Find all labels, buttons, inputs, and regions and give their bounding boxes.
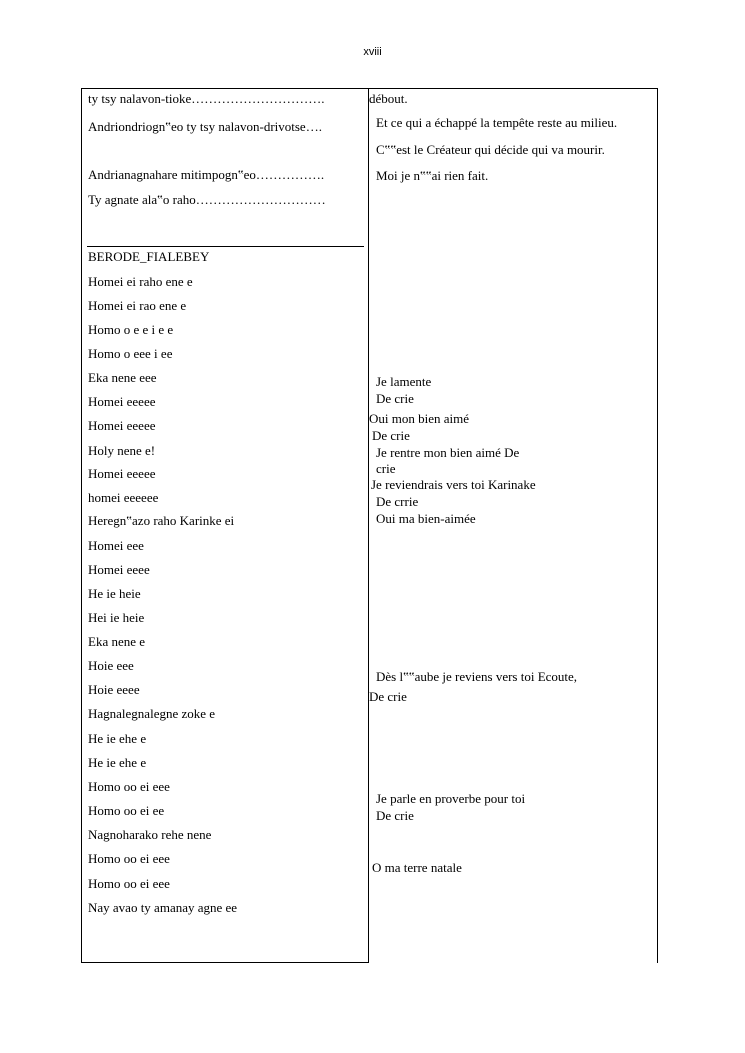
- song-line: He ie ehe e: [88, 731, 147, 746]
- song-line: He ie ehe e: [88, 755, 147, 770]
- page-number: xviii: [363, 46, 382, 58]
- song-line: Hagnalegnalegne zoke e: [88, 706, 216, 721]
- song-line: homei eeeeee: [88, 490, 159, 505]
- left-top-line: ty tsy nalavon-tioke………………………….: [88, 91, 325, 106]
- song-line: Homei eeeee: [88, 418, 156, 433]
- translation-line: O ma terre natale: [372, 860, 462, 875]
- song-line: Hei ie heie: [88, 610, 145, 625]
- song-line: Hoie eeee: [88, 682, 140, 697]
- right-top-line: C‟‟est le Créateur qui décide qui va mourir.: [376, 142, 605, 157]
- song-line: Homo oo ei eee: [88, 851, 170, 866]
- song-line: Heregn‟azo raho Karinke ei: [88, 513, 235, 528]
- song-line: Homei ei rao ene e: [88, 298, 187, 313]
- left-top-line: Ty agnate ala‟o raho…………………………: [88, 192, 326, 207]
- song-line: Nagnoharako rehe nene: [88, 827, 212, 842]
- song-line: Homei eee: [88, 538, 144, 553]
- song-line: Homo o e e i e e: [88, 322, 174, 337]
- song-line: Homei eeeee: [88, 394, 156, 409]
- song-line: Nay avao ty amanay agne ee: [88, 900, 238, 915]
- left-top-line: Andrianagnahare mitimpogn‟eo…………….: [88, 167, 325, 182]
- translation-line: crie: [376, 461, 396, 476]
- translation-line: Oui ma bien-aimée: [376, 511, 476, 526]
- song-line: Hoie eee: [88, 658, 134, 673]
- translation-line: De crie: [372, 428, 410, 443]
- translation-line: De crie: [369, 689, 407, 704]
- song-line: Holy nene e!: [88, 443, 156, 458]
- song-line: Homei eeee: [88, 562, 150, 577]
- right-top-line: débout.: [369, 91, 408, 106]
- section-heading: BERODE_FIALEBEY: [88, 249, 210, 264]
- left-top-line: Andriondriogn‟eo ty tsy nalavon-drivotse….: [88, 119, 322, 134]
- translation-line: Je parle en proverbe pour toi: [376, 791, 526, 806]
- song-line: Homei eeeee: [88, 466, 156, 481]
- right-top-line: Moi je n‟‟ai rien fait.: [376, 168, 489, 183]
- song-line: He ie heie: [88, 586, 141, 601]
- translation-line: Dès l‟‟aube je reviens vers toi Ecoute,: [376, 669, 578, 684]
- song-line: Eka nene e: [88, 634, 146, 649]
- translation-line: Je rentre mon bien aimé De: [376, 445, 520, 460]
- song-line: Homei ei raho ene e: [88, 274, 193, 289]
- translation-line: Oui mon bien aimé: [369, 411, 470, 426]
- song-line: Homo o eee i ee: [88, 346, 173, 361]
- right-top-line: Et ce qui a échappé la tempête reste au milieu.: [376, 115, 618, 130]
- translation-line: Je reviendrais vers toi Karinake: [371, 477, 536, 492]
- section-divider: [87, 246, 364, 247]
- translation-line: Je lamente: [376, 374, 432, 389]
- song-line: Eka nene eee: [88, 370, 157, 385]
- translation-line: De crrie: [376, 494, 419, 509]
- song-line: Homo oo ei eee: [88, 876, 170, 891]
- song-line: Homo oo ei ee: [88, 803, 165, 818]
- translation-line: De crie: [376, 391, 414, 406]
- song-line: Homo oo ei eee: [88, 779, 170, 794]
- translation-line: De crie: [376, 808, 414, 823]
